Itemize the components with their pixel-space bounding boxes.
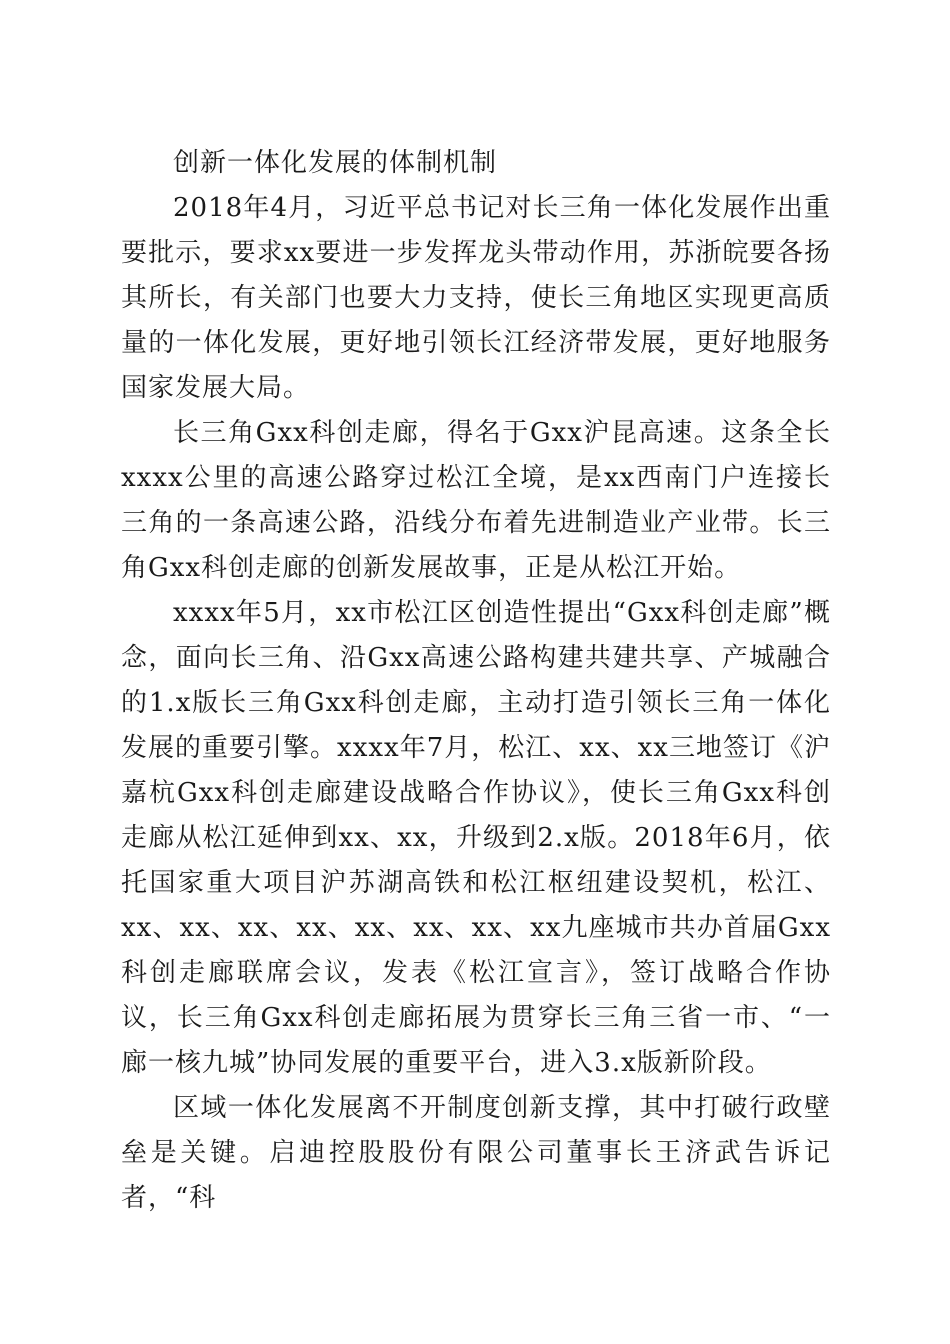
paragraph-4: 区域一体化发展离不开制度创新支撑，其中打破行政壁垒是关键。启迪控股股份有限公司董事长王济武告诉记者，“科 [121,1093,831,1213]
paragraph-2: 长三角Gxx科创走廊，得名于Gxx沪昆高速。这条全长xxxx公里的高速公路穿过松江全境，是xx西南门户连接长三角的一条高速公路，沿线分布着先进制造业产业带。长三角Gxx科创走廊的创新发展故事，正是从松江开始。 [121,418,831,583]
document-body [121,141,831,1221]
section-heading: 创新一体化发展的体制机制 [173,148,498,178]
paragraph-1: 2018年4月，习近平总书记对长三角一体化发展作出重要批示，要求xx要进一步发挥龙头带动作用，苏浙皖要各扬其所长，有关部门也要大力支持，使长三角地区实现更高质量的一体化发展，更好地引领长江经济带发展，更好地服务国家发展大局。 [121,193,831,403]
paragraph-3: xxxx年5月，xx市松江区创造性提出“Gxx科创走廊”概念，面向长三角、沿Gxx高速公路构建共建共享、产城融合的1.x版长三角Gxx科创走廊，主动打造引领长三角一体化发展的重要引擎。xxxx年7月，松江、xx、xx三地签订《沪嘉杭Gxx科创走廊建设战略合作协议》，使长三角Gxx科创走廊从松江延伸到xx、xx，升级到2.x版。2018年6月，依托国家重大项目沪苏湖高铁和松江枢纽建设契机，松江、xx、xx、xx、xx、xx、xx、xx、xx九座城市共办首届Gxx科创走廊联席会议，发表《松江宣言》，签订战略合作协议，长三角Gxx科创走廊拓展为贯穿长三角三省一市、“一廊一核九城”协同发展的重要平台，进入3.x版新阶段。 [121,598,831,1078]
